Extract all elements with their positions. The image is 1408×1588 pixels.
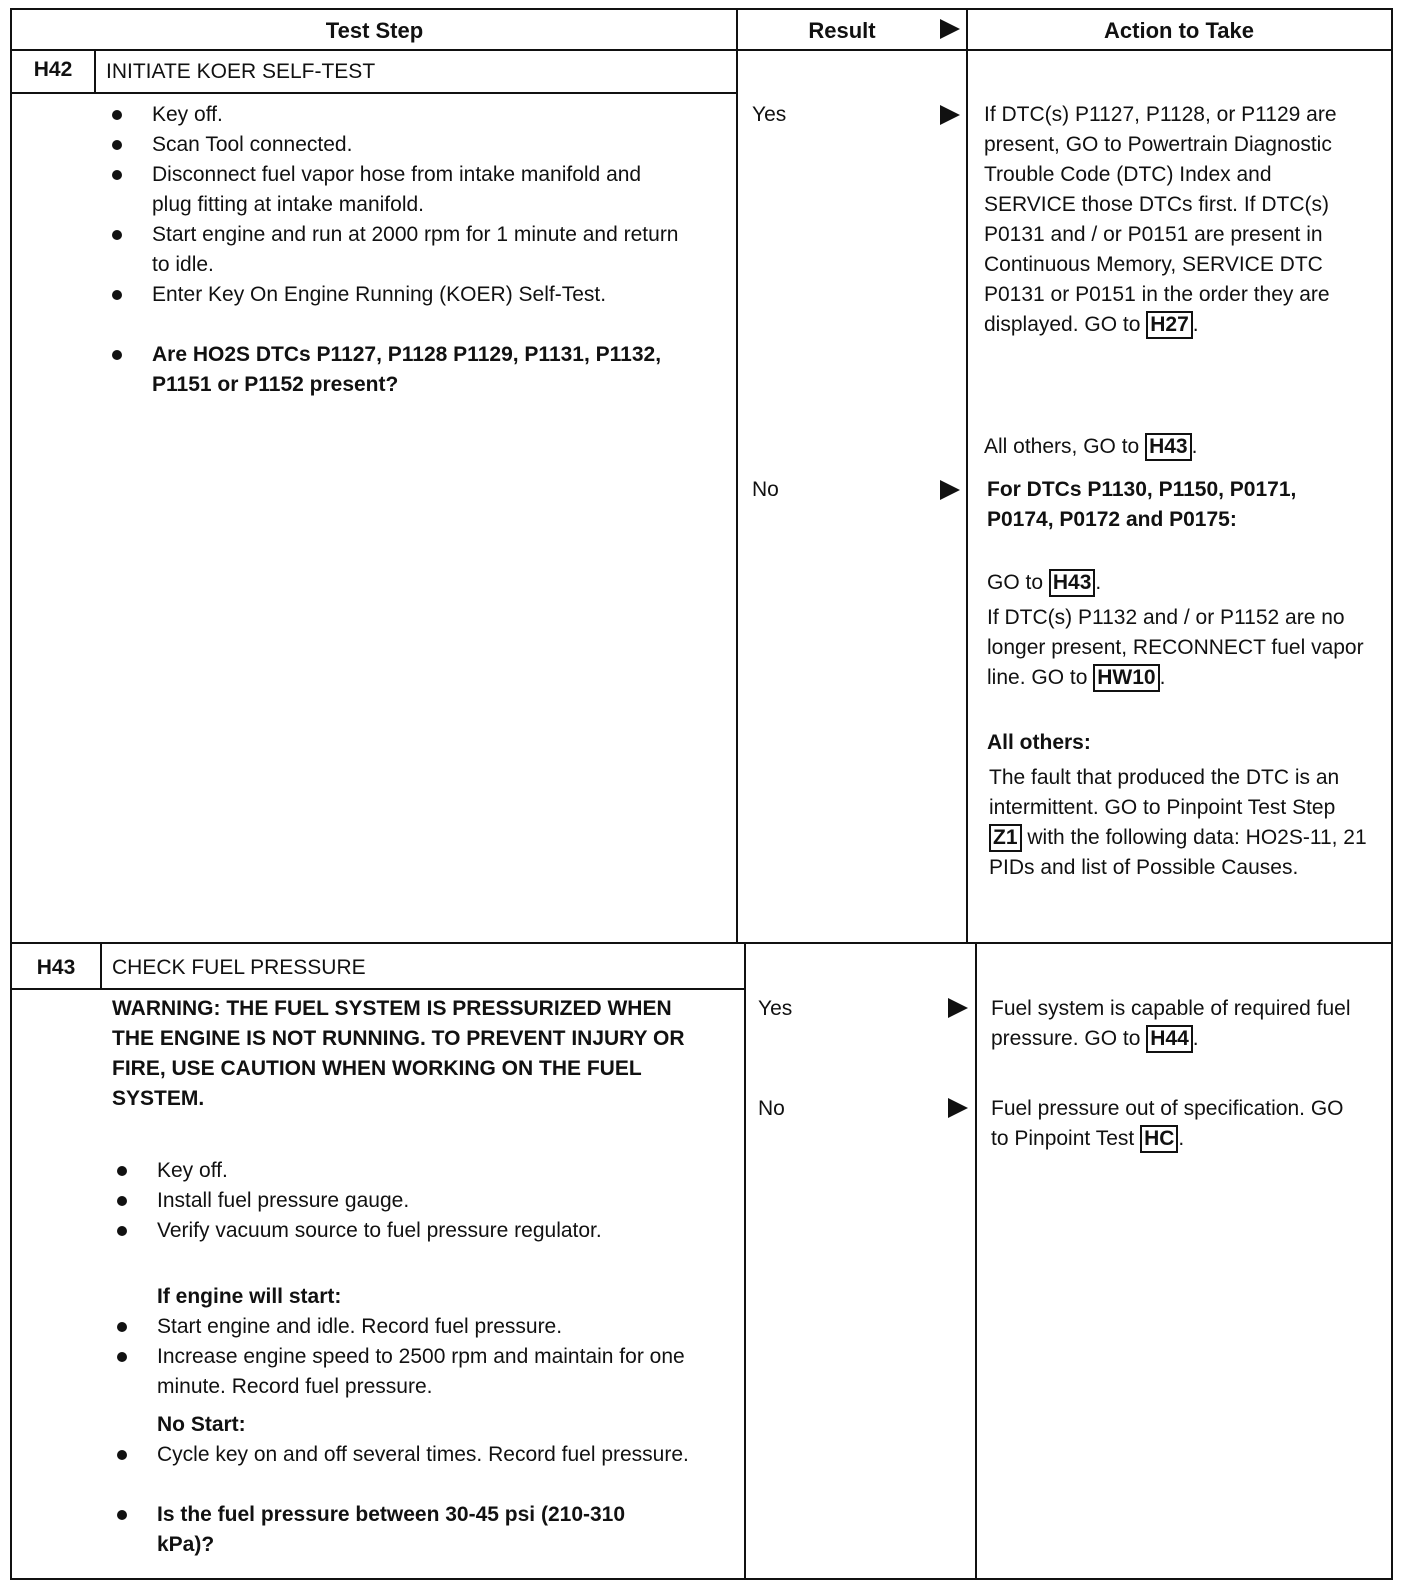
h43-no-start: No Start:: [157, 1413, 246, 1436]
step-ref-link[interactable]: H43: [1145, 433, 1192, 461]
header-action: Action to Take: [967, 10, 1391, 51]
step-id-h43: H43: [36, 956, 76, 979]
step-id-h42: H42: [33, 58, 73, 81]
h42-result-no: No: [752, 478, 779, 501]
h42-no-heading: For DTCs P1130, P1150, P0171, P0174, P0172 and P0175:: [987, 478, 1297, 531]
h42-result-yes: Yes: [752, 103, 787, 126]
h42-no-goto: GO to H43 .: [987, 568, 1367, 598]
h43-bullet: Cycle key on and off several times. Record fuel pressure.: [117, 1440, 717, 1500]
header-arrow-icon: [940, 19, 960, 39]
header-result-label: Result: [808, 18, 876, 43]
pinpoint-test-table: Test Step Result Action to Take H42 INITIATE KOER SELF-TEST Key off. Scan Tool connected. Disconnect fuel vapor hose from intake manifold and plug fitting at intake manifold. Start engine and run at 2000 rpm for 1 minute and return to idle. Enter Key On Engine Running (KOER) Self-Test. Are HO2S DTCs P1127, P1128 P1129, P1131, P1132, P1151 or P1152 present? Yes If DTC(s) P1127, P1128, or P1129 are present, GO to Powertrain Diagnostic Trouble Code (DTC) Index and SERVICE those DTCs first. If DTC(s) P0131 and / or P0151 are present in Continuous Memory, SERVICE DTC P0131 or P0151 in the order they are displayed. GO to H27 . All others, GO to H43 . No For DTCs P1130, P1150, P0171, P0174, P0172 and P0175: GO to H43 . If DTC(s) P1132 and / or P1152 are no longer present, RECONNECT fuel vapor line. GO to HW10 . All others: The fault that produced the DTC is an intermittent. GO to Pinpoint Test Step Z1 with the following data: HO2S-11, 21 PIDs and list of Possible Causes. H43 CHECK FUEL PRESSURE WARNING: THE FUEL SYSTEM IS PRESSURIZED WHEN THE ENGINE IS NOT RUNNING. TO PREVENT INJURY OR FIRE, USE CAUTION WHEN WORKING ON THE FUEL SYSTEM. Key off. Install fuel pressure gauge. Verify vacuum source to fuel pressure regulator. If engine will start: Start engine and idle. Record fuel pressure. Increase engine speed to 2500 rpm and maintain for one minute. Record fuel pressure. No Start: Cycle key on and off several times. Record fuel pressure. Is the fuel pressure between 30-45 psi (210-310 kPa)? Yes Fuel system is capable of required fuel pressure. GO to H44 . No Fuel pressure out of specification. GO to Pinpoint Test HC .: [10, 8, 1393, 1580]
bullet-dot-icon: [112, 140, 122, 150]
bullet-dot-icon: [112, 230, 122, 240]
h43-bullet: Verify vacuum source to fuel pressure regulator.: [117, 1216, 717, 1276]
step-ref-link[interactable]: H44: [1146, 1025, 1193, 1053]
h42-bullet: Start engine and run at 2000 rpm for 1 minute and return to idle.: [112, 220, 712, 280]
step-ref-link[interactable]: Z1: [989, 824, 1022, 852]
bullet-dot-icon: [117, 1166, 127, 1176]
divider: [744, 944, 746, 1580]
bullet-dot-icon: [112, 350, 122, 360]
h43-yes-action: Fuel system is capable of required fuel pressure. GO to H44 .: [991, 994, 1351, 1054]
bullet-dot-icon: [117, 1226, 127, 1236]
arrow-icon: [940, 105, 960, 125]
divider: [94, 51, 96, 92]
h42-no-others: All others:: [987, 731, 1091, 754]
h42-no-action: If DTC(s) P1132 and / or P1152 are no longer present, RECONNECT fuel vapor line. GO to HW10 .: [987, 603, 1367, 693]
divider: [12, 942, 1391, 944]
bullet-dot-icon: [117, 1352, 127, 1362]
step-title-h43: CHECK FUEL PRESSURE: [112, 956, 366, 979]
h42-yes-others: All others, GO to H43 .: [984, 432, 1369, 462]
h42-no-intermittent: The fault that produced the DTC is an intermittent. GO to Pinpoint Test Step Z1 with the following data: HO2S-11, 21 PIDs and list of Possible Causes.: [989, 766, 1367, 879]
h42-bullet: Disconnect fuel vapor hose from intake manifold and plug fitting at intake manifold.: [112, 160, 712, 220]
bullet-dot-icon: [117, 1450, 127, 1460]
h43-no-action: Fuel pressure out of specification. GO to Pinpoint Test HC .: [991, 1094, 1351, 1154]
divider: [12, 92, 738, 94]
h43-result-no: No: [758, 1097, 785, 1120]
arrow-icon: [940, 480, 960, 500]
h42-bullet: Enter Key On Engine Running (KOER) Self-Test.: [112, 280, 712, 340]
divider: [736, 10, 738, 944]
step-ref-link[interactable]: HW10: [1093, 664, 1159, 692]
h43-result-yes: Yes: [758, 997, 793, 1020]
h43-bullet-question: Is the fuel pressure between 30-45 psi (210-310 kPa)?: [117, 1500, 717, 1560]
divider: [975, 944, 977, 1580]
divider: [100, 944, 102, 988]
step-ref-link[interactable]: H27: [1146, 311, 1193, 339]
arrow-icon: [948, 1098, 968, 1118]
h43-if-start: If engine will start:: [157, 1285, 342, 1308]
bullet-dot-icon: [117, 1196, 127, 1206]
h42-bullet-question: Are HO2S DTCs P1127, P1128 P1129, P1131, P1132, P1151 or P1152 present?: [112, 340, 712, 400]
header-test-step: Test Step: [12, 10, 737, 51]
divider: [12, 988, 746, 990]
arrow-icon: [948, 998, 968, 1018]
bullet-dot-icon: [117, 1510, 127, 1520]
step-ref-link[interactable]: H43: [1049, 569, 1096, 597]
h43-bullet: Increase engine speed to 2500 rpm and maintain for one minute. Record fuel pressure.: [117, 1342, 717, 1402]
bullet-dot-icon: [117, 1322, 127, 1332]
bullet-dot-icon: [112, 290, 122, 300]
divider: [966, 10, 968, 944]
h43-warning: WARNING: THE FUEL SYSTEM IS PRESSURIZED WHEN THE ENGINE IS NOT RUNNING. TO PREVENT INJURY OR FIRE, USE CAUTION WHEN WORKING ON THE FUEL SYSTEM.: [112, 997, 685, 1110]
bullet-dot-icon: [112, 110, 122, 120]
bullet-dot-icon: [112, 170, 122, 180]
step-ref-link[interactable]: HC: [1140, 1125, 1178, 1153]
step-title-h42: INITIATE KOER SELF-TEST: [106, 60, 376, 83]
header-result: [737, 10, 967, 51]
h42-yes-action: If DTC(s) P1127, P1128, or P1129 are present, GO to Powertrain Diagnostic Trouble Code (DTC) Index and SERVICE those DTCs first. If DTC(s) P0131 and / or P0151 are present in Continuous Memory, SERVICE DTC P0131 or P0151 in the order they are displayed. GO to H27 .: [984, 100, 1369, 340]
